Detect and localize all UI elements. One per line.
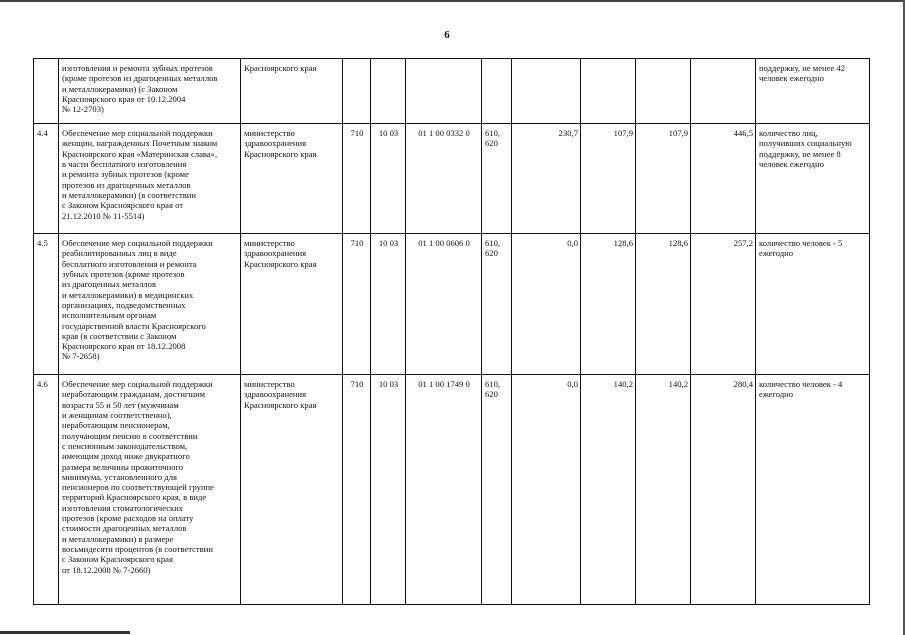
target-code: 01 1 00 0606 0 (406, 234, 482, 375)
expense-type-code (482, 59, 512, 124)
expense-type-code: 610, 620 (482, 124, 512, 234)
year2-amount: 107,9 (581, 124, 636, 234)
expected-result: количество человек - 4 ежегодно (756, 375, 870, 605)
measure-name: Обеспечение мер социальной поддержки неработающим гражданам, достигшим возраста 55 и 50 лет (мужчинам и женщинам соответственно), неработающим пенсионерам, получающим пенсию в соответствии с пенсионным законодательством, имеющим доход ниже двукратного размера величины прожиточного минимума, установленного для пенсионеров по соответствующей группе территорий Красноярского края, в виде изготовления стоматологических протезов (кроме расходов на оплату стоимости драгоценных металлов и металлокерамики) в размере восьмидесяти процентов (в соответствии с Законом Красноярского края от 18.12.2008 № 7-2660) (59, 375, 241, 605)
measure-name: Обеспечение мер социальной поддержки женщин, награжденных Почетным знаком Красноярского края «Материнская слава», в части бесплатного изготовления и ремонта зубных протезов (кроме протезов из драгоценных металлов и металлокерамики) (в соответствии с Законом Красноярского края от 21.12.2010 № 11-5514) (59, 124, 241, 234)
executor: Красноярского края (241, 59, 343, 124)
year2-amount: 140,2 (581, 375, 636, 605)
measure-name: Обеспечение мер социальной поддержки реабилитированных лиц в виде бесплатного изготовления и ремонта зубных протезов (кроме протезов из драгоценных металлов и металлокерамики) в медицинских организациях, подведомственных исполнительным органам государственной власти Красноярского края (в соответствии с Законом Красноярского края от 18.12.2008 № 7-2658) (59, 234, 241, 375)
grbs-code (343, 59, 371, 124)
section-code: 10 03 (371, 234, 406, 375)
year1-amount: 0,0 (512, 234, 581, 375)
year1-amount (512, 59, 581, 124)
section-code: 10 03 (371, 124, 406, 234)
target-code: 01 1 00 0332 0 (406, 124, 482, 234)
scan-bottom-mark (0, 631, 130, 634)
expense-type-code: 610, 620 (482, 375, 512, 605)
table-row (34, 234, 870, 375)
page-number: 6 (444, 29, 450, 41)
grbs-code: 710 (343, 375, 371, 605)
total-amount: 257,2 (691, 234, 756, 375)
table-row (34, 59, 870, 124)
row-number: 4.5 (34, 234, 59, 375)
target-code (406, 59, 482, 124)
year3-amount: 107,9 (636, 124, 691, 234)
program-measures-table (33, 58, 870, 605)
row-number (34, 59, 59, 124)
year2-amount (581, 59, 636, 124)
expected-result: количество человек - 5 ежегодно (756, 234, 870, 375)
table-row (34, 375, 870, 605)
expense-type-code: 610, 620 (482, 234, 512, 375)
grbs-code: 710 (343, 124, 371, 234)
year1-amount: 0,0 (512, 375, 581, 605)
total-amount: 280,4 (691, 375, 756, 605)
section-code (371, 59, 406, 124)
measure-name: изготовления и ремонта зубных протезов (кроме протезов из драгоценных металлов и металлокерамики) (с Законом Красноярского края от 10.12.2004 № 12-2703) (59, 59, 241, 124)
executor: министерство здравоохранения Красноярского края (241, 124, 343, 234)
executor: министерство здравоохранения Красноярского края (241, 375, 343, 605)
scan-top-edge (0, 0, 905, 2)
year3-amount (636, 59, 691, 124)
grbs-code: 710 (343, 234, 371, 375)
year1-amount: 230,7 (512, 124, 581, 234)
executor: министерство здравоохранения Красноярского края (241, 234, 343, 375)
table-row (34, 124, 870, 234)
year2-amount: 128,6 (581, 234, 636, 375)
expected-result: количество лиц, получивших социальную поддержку, не менее 8 человек ежегодно (756, 124, 870, 234)
target-code: 01 1 00 1749 0 (406, 375, 482, 605)
year3-amount: 128,6 (636, 234, 691, 375)
section-code: 10 03 (371, 375, 406, 605)
row-number: 4.4 (34, 124, 59, 234)
total-amount: 446,5 (691, 124, 756, 234)
total-amount (691, 59, 756, 124)
year3-amount: 140,2 (636, 375, 691, 605)
row-number: 4.6 (34, 375, 59, 605)
expected-result: поддержку, не менее 42 человек ежегодно (756, 59, 870, 124)
